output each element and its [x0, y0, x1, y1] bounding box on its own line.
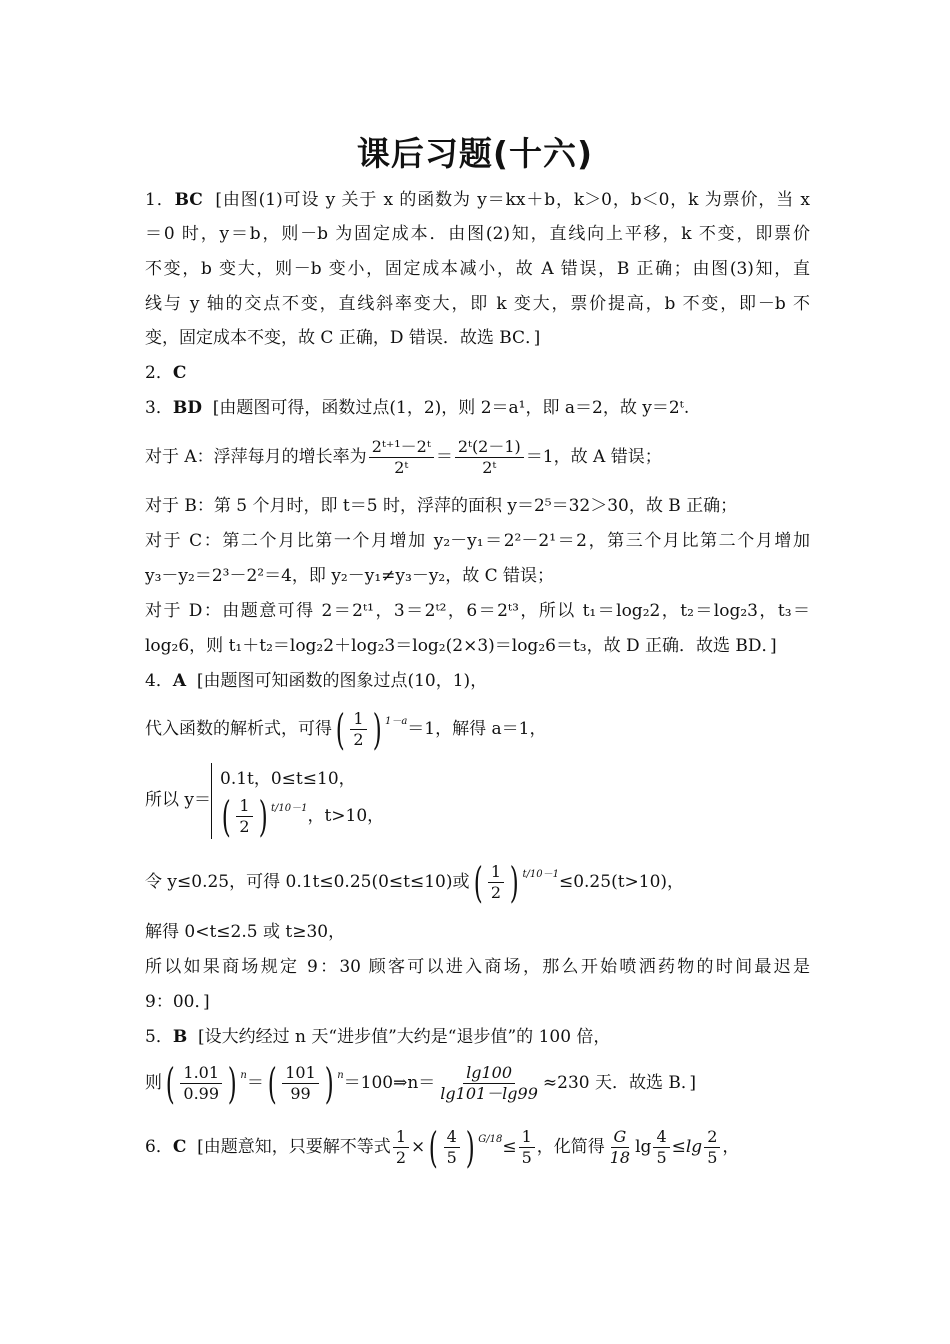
q3-answer: BD: [172, 398, 202, 418]
q4-line-1: 4．A [由题图可知函数的图象过点(10，1)，: [145, 671, 488, 691]
page-title: 课后习题(十六): [356, 134, 594, 173]
q2-answer: C: [172, 363, 187, 383]
piecewise-brace: [211, 763, 218, 839]
q1-answer: BC: [174, 190, 203, 210]
q6-line-1: 6．C [由题意知，只要解不等式 $\frac{1}{2}$ ×( $\frac{4}{5}$ ) $^{G/18}$≤ $\frac{1}{5}$ ，化简得 $\frac{G}{18}$ lg $\frac{4}{5}$ ≤lg $\frac{2}{5}$ ，: [145, 1122, 740, 1172]
q4-answer: A: [172, 671, 187, 691]
q4-case-1: 0.1t，0≤t≤10，: [220, 769, 356, 789]
q1-number: 1．: [145, 190, 175, 210]
q4-line-4: 令 y≤0.25，可得 0.1t≤0.25(0≤t≤10)或( $\frac{1}{2}$ ) $^{t/10-1}$≤0.25(t>10)，: [145, 857, 685, 907]
q1-line-1: 1．BC [由图(1)可设 y 关于 x 的函数为 y＝kx＋b，k＞0，b＜0，k 为票价，当 x: [145, 190, 810, 210]
q4-line-3-label: 所以 y＝: [145, 790, 212, 810]
q5-line-1: 5．B [设大约经过 n 天“进步值”大约是“退步值”的 100 倍，: [145, 1027, 611, 1047]
q3-option-d-1: 对于 D：由题意可得 2＝2ᵗ¹，3＝2ᵗ²，6＝2ᵗ³，所以 t₁＝log₂2，t₂＝log₂3，t₃＝: [145, 601, 810, 621]
q4-line-6: 所以如果商场规定 9：30 顾客可以进入商场，那么开始喷洒药物的时间最迟是: [145, 957, 810, 977]
q3-option-b: 对于 B：第 5 个月时，即 t＝5 时，浮萍的面积 y＝2⁵＝32＞30，故 B 正确；: [145, 496, 738, 516]
q4-number: 4．: [145, 671, 173, 691]
q4-line-7: 9：00．]: [145, 992, 210, 1012]
q5-line-2: 则( $\frac{1.01}{0.99}$ ) $^n$＝( $\frac{101}{99}$ ) $^n$＝100⇒n＝ $\frac{\lg 100}{\lg 101-\lg 99}$ ≈230 天．故选 B．]: [145, 1058, 697, 1108]
q3-number: 3．: [145, 398, 173, 418]
q6-number: 6．: [145, 1137, 173, 1157]
q3-option-d-2: log₂6，则 t₁＋t₂＝log₂2＋log₂3＝log₂(2×3)＝log₂6＝t₃，故 D 正确．故选 BD．]: [145, 636, 777, 656]
q1-line-4: 线与 y 轴的交点不变，直线斜率变大，即 k 变大，票价提高，b 不变，即－b 不: [145, 294, 810, 314]
q3-fraction-2: $\frac{\text{2ᵗ(2－1)}}{\text{2ᵗ}}$: [455, 437, 524, 478]
q1-line-2: ＝0 时，y＝b，则－b 为固定成本．由图(2)知，直线向上平移，k 不变，即票价: [145, 224, 810, 244]
q2-number: 2．: [145, 363, 173, 383]
q3-fraction-1: $\frac{\text{2ᵗ⁺¹－2ᵗ}}{\text{2ᵗ}}$: [369, 437, 434, 478]
q2-line: [145, 361, 810, 385]
q4-line-2: 代入函数的解析式，可得( $\frac{1}{2}$ ) $^{1-a}$＝1，解得 a＝1，: [145, 704, 547, 754]
q5-answer: B: [172, 1027, 188, 1047]
q1-line-5: 变，固定成本不变，故 C 正确，D 错误．故选 BC．]: [145, 328, 541, 348]
q3-line-1: 3．BD [由题图可得，函数过点(1，2)，则 2＝a¹，即 a＝2，故 y＝2ᵗ.: [145, 398, 690, 418]
q4-line-5: 解得 0<t≤2.5 或 t≥30，: [145, 922, 346, 942]
q3-option-c-2: y₃－y₂＝2³－2²＝4，即 y₂－y₁≠y₃－y₂，故 C 错误；: [145, 566, 555, 586]
q4-case-2: ( $\frac{1}{2}$ ) $^{t/10-1}$，t>10，: [221, 791, 385, 841]
q1-line-3: 不变，b 变大，则－b 变小，固定成本减小，故 A 错误，B 正确；由图(3)知，直: [145, 259, 810, 279]
q6-answer: C: [172, 1137, 187, 1157]
q5-number: 5．: [145, 1027, 173, 1047]
q3-option-c-1: 对于 C：第二个月比第一个月增加 y₂－y₁＝2²－2¹＝2，第三个月比第二个月增加: [145, 531, 810, 551]
q3-option-a: 对于 A：浮萍每月的增长率为 $\frac{\text{2ᵗ⁺¹－2ᵗ}}{\text{2ᵗ}}$ ＝ $\frac{\text{2ᵗ(2－1)}}{\text{2ᵗ}}$ ＝1，故 A 错误；: [145, 437, 662, 477]
